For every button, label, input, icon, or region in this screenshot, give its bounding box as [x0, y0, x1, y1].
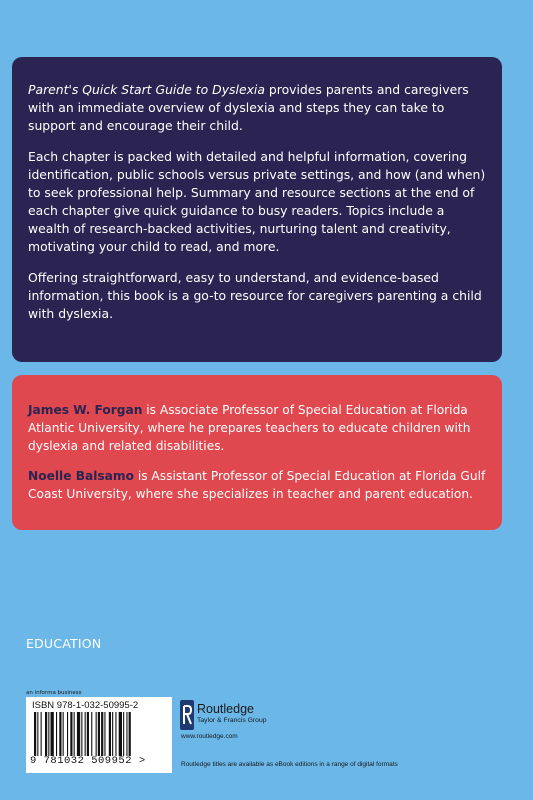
barcode-digits: 9 781032 509952: [30, 755, 133, 767]
publisher-url: www.routledge.com: [181, 733, 238, 740]
author-name-1: James W. Forgan: [28, 403, 143, 417]
category-label: EDUCATION: [26, 636, 102, 651]
publisher-name: Routledge: [197, 702, 254, 716]
description-paragraph-1-text: provides parents and caregivers with an immediate overview of dyslexia and steps they can take to support and encourage their child.: [28, 82, 469, 133]
author-panel: [12, 375, 502, 530]
book-title: Parent's Quick Start Guide to Dyslexia: [28, 82, 265, 97]
isbn-label: ISBN 978-1-032-50995-2: [32, 700, 139, 711]
author-name-2: Noelle Balsamo: [28, 469, 134, 483]
barcode-icon: [30, 712, 166, 756]
description-paragraph-1: [28, 81, 486, 135]
ebook-note: Routledge titles are available as eBook editions in a range of digital formats: [181, 761, 398, 768]
publisher-group: Taylor & Francis Group: [197, 717, 267, 724]
barcode-block: [26, 697, 172, 773]
author-bio-1: [28, 401, 486, 455]
description-panel: [12, 57, 502, 362]
description-paragraph-3: Offering straightforward, easy to understand, and evidence-based information, this book is a go-to resource for caregivers parenting a child with dyslexia.: [28, 270, 482, 321]
description-paragraph-2: Each chapter is packed with detailed and helpful information, covering identification, public schools versus private settings, and how (and when) to seek professional help. Summary and resource sections at the end of each chapter give quick guidance to busy readers. Topics include a wealth of research-backed activities, nurturing talent and creativity, motivating your child to read, and more.: [28, 149, 486, 254]
author-bio-1-text: is Associate Professor of Special Education at Florida Atlantic University, where he prepares teachers to educate children with dyslexia and related disabilities.: [28, 403, 471, 453]
routledge-logo-icon: [180, 700, 194, 730]
barcode-suffix: >: [138, 755, 146, 767]
barcode-digits-row: [30, 755, 168, 767]
informa-label: an informa business: [26, 690, 82, 696]
author-bio-2: [28, 467, 486, 503]
author-bio-2-text: is Assistant Professor of Special Education at Florida Gulf Coast University, where she specializes in teacher and parent education.: [28, 469, 486, 501]
